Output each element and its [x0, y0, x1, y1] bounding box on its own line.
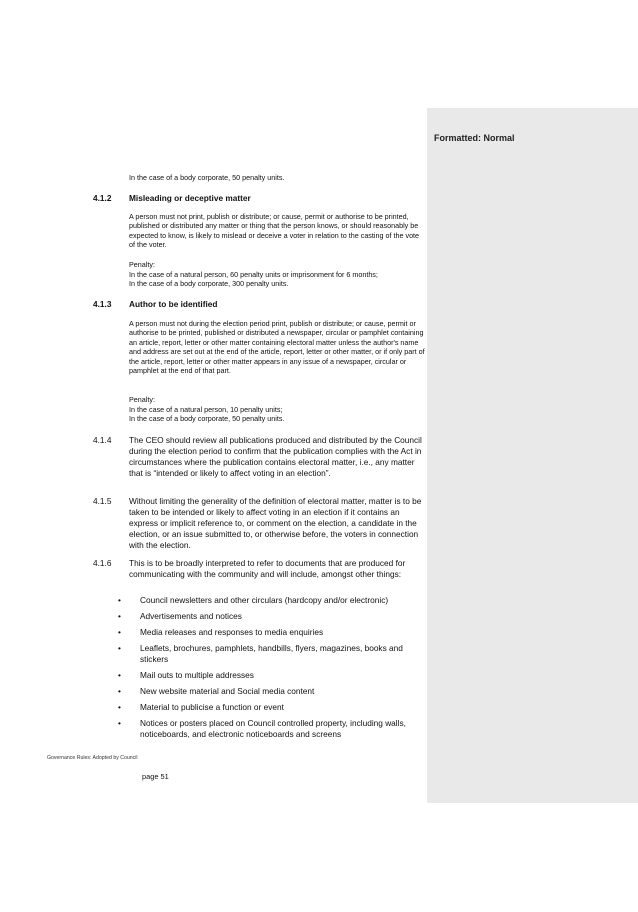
section-4-1-2-body: A person must not print, publish or distribute; or cause, permit or authorise to be printed, published or distributed any matter or thing that the person knows, or should reasonably be expected to know, is likely to mislead or deceive a voter in relation to the casting of the vote of the voter.: [129, 212, 420, 250]
bullet-icon: •: [118, 670, 121, 680]
para-4-1-6-number: 4.1.6: [93, 558, 112, 568]
section-4-1-2-penalty-line2: In the case of a body corporate, 300 penalty units.: [129, 279, 289, 288]
bullet-icon: •: [118, 702, 121, 712]
section-4-1-2-penalty-line1: In the case of a natural person, 60 penalty units or imprisonment for 6 months;: [129, 270, 378, 279]
bullet-icon: •: [118, 627, 121, 637]
comment-pane: [427, 108, 638, 803]
section-4-1-3-number: 4.1.3: [93, 299, 112, 309]
bullet-icon: •: [118, 611, 121, 621]
intro-line: In the case of a body corporate, 50 penalty units.: [129, 173, 285, 182]
bullet-icon: •: [118, 643, 121, 653]
bullet-icon: •: [118, 718, 121, 728]
para-4-1-6-text: This is to be broadly interpreted to refer to documents that are produced for communicating with the community and will include, amongst other things:: [129, 558, 406, 579]
bullet-icon: •: [118, 595, 121, 605]
para-4-1-5-text: Without limiting the generality of the definition of electoral matter, matter is to be taken to be intended or likely to affect voting in an election if it contains an express or implicit reference to, or comment on the election, a candidate in the election, or an issue submitted to, or otherwise before, the voters in connection with the election.: [129, 496, 422, 550]
section-4-1-3-penalty-label: Penalty:: [129, 395, 155, 404]
page-number: page 51: [142, 772, 169, 781]
para-4-1-5-number: 4.1.5: [93, 496, 112, 506]
section-4-1-3-penalty-line1: In the case of a natural person, 10 penalty units;: [129, 405, 283, 414]
footer-text: Governance Rules: Adopted by Council: [47, 755, 138, 761]
section-4-1-2-title: Misleading or deceptive matter: [129, 193, 251, 203]
para-4-1-4-text: The CEO should review all publications produced and distributed by the Council during the election period to confirm that the publication complies with the Act in circumstances where the publication contains electoral matter, i.e., any matter that is “intended or likely to affect voting in an election”.: [129, 435, 422, 478]
bullet-icon: •: [118, 686, 121, 696]
document-page: Formatted: Normal In the case of a body corporate, 50 penalty units. 4.1.2 Misleading or deceptive matter A person must not print, publish or distribute; or cause, permit or authorise to be printed, published or distributed any matter or thing that the person knows, or should reasonably be expected to know, is likely to mislead or deceive a voter in relation to the casting of the vote of the voter. Penalty: In the case of a natural person, 60 penalty units or imprisonment for 6 months; In the case of a body corporate, 300 penalty units. 4.1.3 Author to be identified A person must not during the election period print, publish or distribute; or cause, permit or authorise to be printed, published or distributed a newspaper, circular or pamphlet containing an article, report, letter or other matter containing electoral matter unless the author's name and address are set out at the end of the article, report, letter or other matter, or if only part of the article, report, letter or other matter appears in any issue of a newspaper, circular or pamphlet at the end of that part. Penalty: In the case of a natural person, 10 penalty units; In the case of a body corporate, 50 penalty units. 4.1.4 The CEO should review all publications produced and distributed by the Council during the election period to confirm that the publication complies with the Act in circumstances where the publication contains electoral matter, i.e., any matter that is “intended or likely to affect voting in an election”. 4.1.5 Without limiting the generality of the definition of electoral matter, matter is to be taken to be intended or likely to affect voting in an election if it contains an express or implicit reference to, or comment on the election, a candidate in the election, or an issue submitted to, or otherwise before, the voters in connection with the election. 4.1.6 This is to be broadly interpreted to refer to documents that are produced for communicating with the community and will include, amongst other things: • Council newsletters and other circulars (hardcopy and/or electronic) • Advertisements and notices • Media releases and responses to media enquiries • Leaflets, brochures, pamphlets, handbills, flyers, magazines, books and stickers • Mail outs to multiple addresses • New website material and Social media content • Material to publicise a function or event • Notices or posters placed on Council controlled property, including walls, noticeboards, and electronic noticeboards and screens Governance Rules: Adopted by Council page 51: [0, 0, 638, 912]
comment-label: Formatted: Normal: [434, 133, 515, 143]
section-4-1-3-penalty-line2: In the case of a body corporate, 50 penalty units.: [129, 414, 285, 423]
para-4-1-4-number: 4.1.4: [93, 435, 112, 445]
section-4-1-2-penalty-label: Penalty:: [129, 260, 155, 269]
section-4-1-2-number: 4.1.2: [93, 193, 112, 203]
section-4-1-3-title: Author to be identified: [129, 299, 218, 309]
section-4-1-3-body: A person must not during the election period print, publish or distribute; or cause, permit or authorise to be printed, published or distributed a newspaper, circular or pamphlet containing an article, report, letter or other matter containing electoral matter unless the author's name and address are set out at the end of the article, report, letter or other matter, or if only part of the article, report, letter or other matter appears in any issue of a newspaper, circular or pamphlet at the end of that part.: [129, 319, 425, 376]
